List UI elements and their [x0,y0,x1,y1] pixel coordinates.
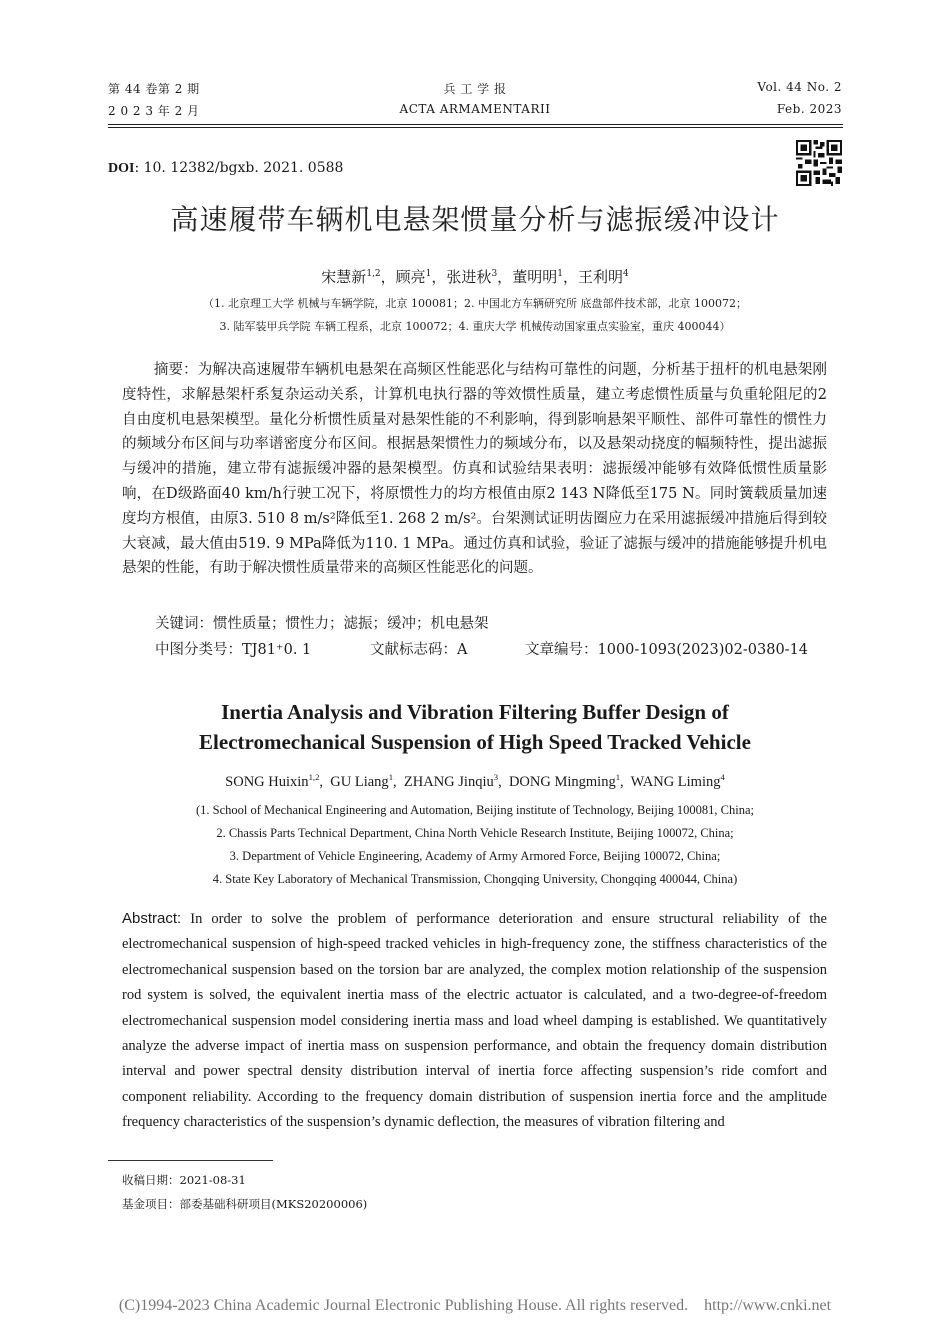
doi-value: : 10. 12382/bgxb. 2021. 0588 [134,160,344,176]
doi[interactable] [108,160,343,177]
copyright-notice[interactable]: (C)1994-2023 China Academic Journal Electronic Publishing House. All rights reserved. http://www.cnki.net [118,1297,832,1314]
document-code: 文献标志码：A [370,642,468,658]
affiliation-cn-line: （1. 北京理工大学 机械与车辆学院，北京 100081；2. 中国北方车辆研究所 底盘部件技术部，北京 100072； [203,297,747,310]
journal-name-cn: 兵 工 学 报 [443,82,507,96]
author-en: WANG Liming$^4$ [630,772,725,790]
author-cn: 董明明$^1$， [512,268,578,286]
paper-title-en-line: Electromechanical Suspension of High Speed Tracked Vehicle [199,730,751,754]
author-cn: 宋慧新$^{1,2}$， [321,268,396,286]
author-list-cn [0,266,950,287]
header-rule-2 [108,127,843,128]
author-en: ZHANG Jinqiu$^3$, [403,772,509,790]
date-en: Feb. 2023 [776,102,842,116]
journal-name-en: ACTA ARMAMENTARII [399,102,551,116]
affiliation-cn-line: 3. 陆军装甲兵学院 车辆工程系，北京 100072；4. 重庆大学 机械传动国家重点实验室，重庆 400044） [219,320,731,333]
affiliation-en-line: 2. Chassis Parts Technical Department, China North Vehicle Research Institute, Beijing 100072, China; [216,826,734,840]
footnote-rule [108,1160,273,1161]
qr-code-icon[interactable] [796,140,842,186]
author-list-en [0,774,950,791]
paper-title-en-line: Inertia Analysis and Vibration Filtering Buffer Design of [221,700,729,724]
volume-issue-cn: 第 44 卷第 2 期 [108,82,200,96]
abstract-en-text: In order to solve the problem of performance deterioration and ensure structural reliability of the electromechanical suspension of high-speed tracked vehicles in high-frequency zone, the stiffness characteristics of the electromechanical suspension based on the torsion bar are analyzed, the complex motion relationship of the suspension rod system is solved, the equivalent inertia mass of the electric actuator is calculated, and a two-degree-of-freedom electromechanical suspension model considering inertia mass and load wheel damping is established. We quantitatively analyze the adverse impact of inertia mass on suspension performance, and obtain the frequency domain distribution interval and power spectral density distribution interval of inertia force affecting suspension’s ride comfort and component reliability. According to the frequency domain distribution of suspension inertia force and the amplitude frequency characteristics of the suspension’s dynamic deflection, the measures of vibration filtering and [122,911,827,1131]
clc-number: 中图分类号：TJ81⁺0. 1 [155,642,312,658]
author-cn: 张进秋$^3$， [446,268,513,286]
doi-label: DOI [108,161,135,176]
header-rule [108,124,843,125]
abstract-cn: 摘要：为解决高速履带车辆机电悬架在高频区性能恶化与结构可靠性的问题，分析基于扭杆的机电悬架刚度特性，求解悬架杆系复杂运动关系，计算机电执行器的等效惯性质量，建立考虑惯性质量与负重轮阻尼的2自由度机电悬架模型。量化分析惯性质量对悬架性能的不利影响，得到影响悬架平顺性、部件可靠性的惯性力的频域分布区间与功率谱密度分布区间。根据悬架惯性力的频域分布，以及悬架动挠度的幅频特性，提出滤振与缓冲的措施，建立带有滤振缓冲器的悬架模型。仿真和试验结果表明：滤振缓冲能够有效降低惯性质量影响，在D级路面40 km/h行驶工况下，将原惯性力的均方根值由原2 143 N降低至175 N。同时簧载质量加速度均方根值，由原3. 510 8 m/s²降低至1. 268 2 m/s²。台架测试证明齿圈应力在采用滤振缓冲措施后得到较大衰减，最大值由519. 9 MPa降低为110. 1 MPa。通过仿真和试验，验证了滤振与缓冲的措施能够提升机电悬架的性能，有助于解决惯性质量带来的高频区性能恶化的问题。 [122,362,827,577]
abstract-en-label: Abstract: [122,910,182,927]
abstract-en [122,906,827,1136]
fund-project: 基金项目：部委基础科研项目(MKS20200006) [122,1197,368,1211]
volume-issue-en: Vol. 44 No. 2 [757,80,842,94]
affiliation-en-line: 4. State Key Laboratory of Mechanical Transmission, Chongqing University, Chongqing 400044, China) [212,872,738,886]
author-en: SONG Huixin$^{1,2}$, [225,772,331,790]
author-cn: 王利明$^4$ [577,268,629,286]
author-cn: 顾亮$^1$， [395,268,447,286]
received-date: 收稿日期：2021-08-31 [122,1173,246,1187]
affiliation-en-line: 3. Department of Vehicle Engineering, Academy of Army Armored Force, Beijing 100072, China; [229,849,721,863]
affiliation-en-line: (1. School of Mechanical Engineering and Automation, Beijing institute of Technology, Beijing 100081, China; [195,803,755,817]
paper-title-cn: 高速履带车辆机电悬架惯量分析与滤振缓冲设计 [170,203,780,236]
author-en: GU Liang$^1$, [330,772,404,790]
author-en: DONG Mingming$^1$, [508,772,631,790]
article-number: 文章编号：1000-1093(2023)02-0380-14 [525,642,809,658]
date-cn: 2 0 2 3 年 2 月 [108,104,200,118]
keywords-cn: 关键词：惯性质量；惯性力；滤振；缓冲；机电悬架 [155,616,489,632]
